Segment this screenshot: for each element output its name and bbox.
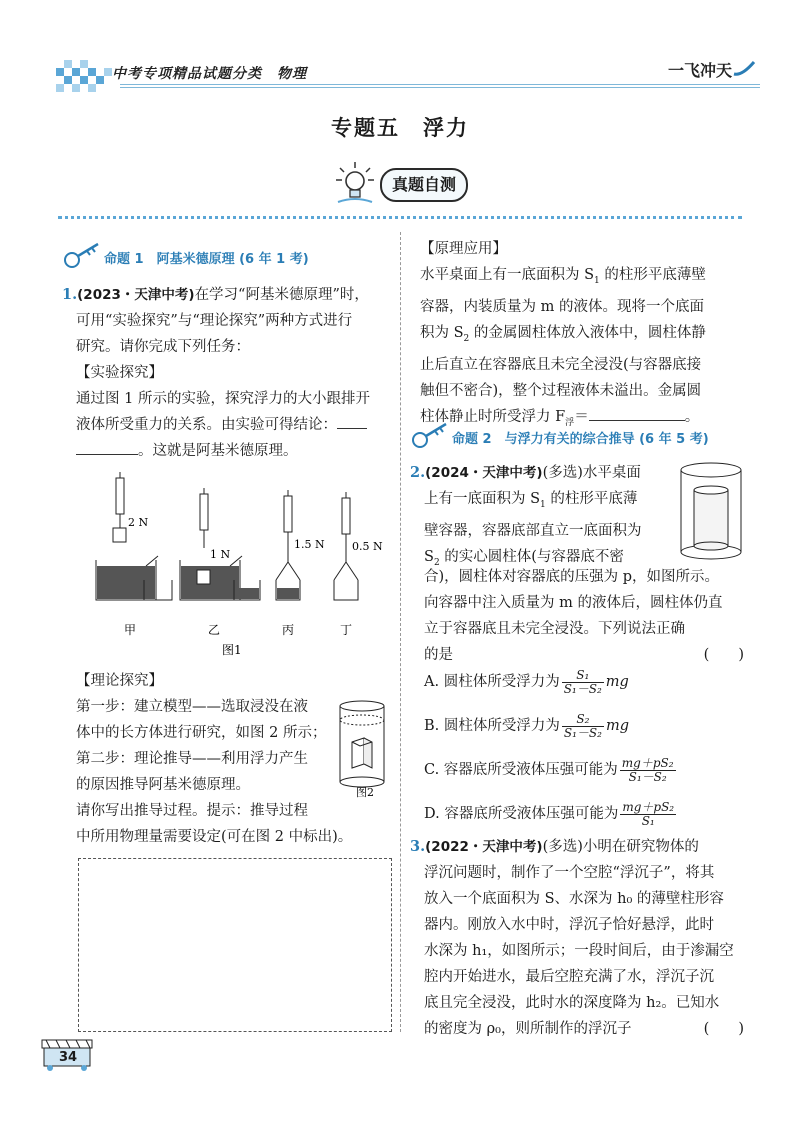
proposition-2-count: 6 年 5 考 xyxy=(645,432,703,447)
q2-option-d[interactable] xyxy=(424,792,754,836)
q1-exp2: 液体所受重力的关系。由实验可得结论： xyxy=(76,417,337,433)
brand-swoosh-icon xyxy=(732,60,756,78)
fig1-label-ding: 丁 xyxy=(340,623,353,637)
section-badge: 真题自测 xyxy=(380,168,468,202)
q3-l8: 的密度为 ρ₀，则所制作的浮沉子 xyxy=(424,1021,632,1037)
fig1-setup-jia xyxy=(96,472,172,600)
app-heading: 【原理应用】 xyxy=(420,241,507,257)
q1-line3: 研究。请你完成下列任务： xyxy=(76,339,250,355)
option-d-text: D. 容器底所受液体压强可能为 xyxy=(424,806,619,822)
option-c-den: S₁－S₂ xyxy=(628,769,667,784)
q2-source: (2024・天津中考) xyxy=(425,465,543,481)
q1-line2: 可用“实验探究”与“理论探究”两种方式进行 xyxy=(76,313,353,329)
q2-s2-sub: 2 xyxy=(433,557,440,568)
q2-s1-sub: 1 xyxy=(540,499,546,510)
app-line3b: 的金属圆柱体放入液体中，圆柱体静 xyxy=(469,324,706,341)
q1-answer-box[interactable] xyxy=(78,858,392,1032)
q2-l5: 合)，圆柱体对容器底的压强为 p，如图所示。 xyxy=(424,569,720,585)
q1-t2: 体中的长方体进行研究，如图 2 所示； xyxy=(76,725,327,741)
q3-tag: (多选) xyxy=(542,839,583,855)
header-checker-logo xyxy=(56,58,112,92)
q2-l2: 上有一底面积为 S xyxy=(424,491,541,507)
q2-l4: S xyxy=(424,548,434,565)
key-icon xyxy=(62,240,102,270)
header-rule xyxy=(120,84,760,85)
option-c-text: C. 容器底所受液体压强可能为 xyxy=(424,762,618,778)
q1-answer-blank-b[interactable] xyxy=(76,454,138,455)
q1-t5: 请你写出推导过程。提示：推导过程 xyxy=(76,803,308,819)
page-number: 34 xyxy=(58,1050,78,1065)
q1-theory-heading: 【理论探究】 xyxy=(76,673,163,689)
fig1-setup-yi xyxy=(180,488,260,600)
fig1-label-yi: 乙 xyxy=(208,623,221,637)
q1-t4: 的原因推导阿基米德原理。 xyxy=(76,777,250,793)
app-line1b: 的柱形平底薄壁 xyxy=(599,267,706,283)
q3-source: (2022・天津中考) xyxy=(425,839,543,855)
option-b-den: S₁－S₂ xyxy=(563,725,602,740)
question-2 xyxy=(410,460,670,576)
app-line4: 止后直立在容器底且未完全浸没(与容器底接 xyxy=(420,356,702,373)
app-answer-blank[interactable] xyxy=(589,420,685,421)
app-s1-sub: 1 xyxy=(594,275,600,286)
app-end: 。 xyxy=(684,408,700,425)
fig2-caption: 图2 xyxy=(356,786,374,798)
option-b-num: S₂ xyxy=(562,713,604,727)
q1-source: (2023・天津中考) xyxy=(77,287,195,303)
q2-l4b: 的实心圆柱体(与容器底不密 xyxy=(439,548,624,565)
app-line3: 积为 S xyxy=(420,324,464,341)
fig1-reading-yi: 1 N xyxy=(210,548,231,561)
q1-exp3: 。这就是阿基米德原理。 xyxy=(138,443,298,459)
q1-answer-blank-a[interactable] xyxy=(337,428,367,429)
series-title: 中考专项精品试题分类 物理 xyxy=(112,66,307,82)
option-b-suffix: mg xyxy=(605,718,629,734)
q1-t6: 中所用物理量需要设定(可在图 2 中标出)。 xyxy=(76,829,353,845)
proposition-1-count: 6 年 1 考 xyxy=(245,252,303,267)
question-3 xyxy=(410,834,750,1042)
fig1-label-bing: 丙 xyxy=(282,623,295,637)
q1-exp1: 通过图 1 所示的实验，探究浮力的大小跟排开 xyxy=(76,391,370,407)
q2-option-a[interactable] xyxy=(424,660,754,704)
app-line5: 触但不密合)，整个过程液体未溢出。金属圆 xyxy=(420,382,702,399)
option-d-den: S₁ xyxy=(641,813,655,828)
fig1-reading-jia: 2 N xyxy=(128,516,149,529)
app-line1: 水平桌面上有一底面积为 S xyxy=(420,267,595,283)
q3-l7: 底且完全浸没，此时水的深度降为 h₂。已知水 xyxy=(424,995,720,1011)
q3-number: 3. xyxy=(410,838,426,855)
q2-options xyxy=(424,660,754,836)
q1-t3: 第二步：理论推导——利用浮力产生 xyxy=(76,751,308,767)
q2-l7: 立于容器底且未完全浸没。下列说法正确 xyxy=(424,621,685,637)
principle-application xyxy=(420,236,750,436)
key-icon-2 xyxy=(410,420,450,450)
option-a-text: A. 圆柱体所受浮力为 xyxy=(424,674,560,690)
fig1-label-jia: 甲 xyxy=(124,623,137,637)
q2-continued xyxy=(424,564,754,668)
q3-answer-paren[interactable]: ( ) xyxy=(703,1021,744,1037)
page-title: 专题五 浮力 xyxy=(331,115,469,140)
app-line2: 容器，内装质量为 m 的液体。现将一个底面 xyxy=(420,298,704,315)
q2-l8: 的是 xyxy=(424,647,453,663)
proposition-1-heading: 命题 1 阿基米德原理 (6 年 1 考) xyxy=(104,252,309,267)
option-a-num: S₁ xyxy=(562,669,604,683)
app-eq: ＝ xyxy=(574,408,589,425)
fig1-reading-bing: 1.5 N xyxy=(294,538,325,551)
question-1 xyxy=(62,282,392,464)
figure-1 xyxy=(84,470,384,660)
q3-l4: 器内。刚放入水中时，浮沉子恰好悬浮，此时 xyxy=(424,917,714,933)
column-divider xyxy=(400,232,401,1032)
option-b-text: B. 圆柱体所受浮力为 xyxy=(424,718,560,734)
q2-answer-paren[interactable]: ( ) xyxy=(703,647,744,663)
q3-l6: 腔内开始进水，最后空腔充满了水，浮沉子沉 xyxy=(424,969,714,985)
q2-number: 2. xyxy=(410,464,426,481)
app-s2-sub: 2 xyxy=(463,333,470,344)
q1-t1: 第一步：建立模型——选取浸没在液 xyxy=(76,699,308,715)
q3-l5: 水深为 h₁，如图所示；一段时间后，由于渗漏空 xyxy=(424,943,734,959)
q2-figure xyxy=(676,460,746,564)
q3-l1: 小明在研究物体的 xyxy=(582,839,699,855)
app-line6: 柱体静止时所受浮力 F xyxy=(420,408,566,425)
lightbulb-icon xyxy=(332,160,378,206)
option-d-num: mg＋pS₂ xyxy=(622,799,675,814)
q2-tag: (多选) xyxy=(542,465,583,481)
q1-number: 1. xyxy=(62,286,78,303)
option-a-suffix: mg xyxy=(605,674,629,690)
q2-option-b[interactable] xyxy=(424,704,754,748)
proposition-2-label: 命题 2 与浮力有关的综合推导 xyxy=(452,432,635,447)
q1-exp-heading: 【实验探究】 xyxy=(76,365,163,381)
brand-logo: 一飞冲天 xyxy=(668,61,733,80)
q3-l3: 放入一个底面积为 S、水深为 h₀ 的薄壁柱形容 xyxy=(424,891,724,907)
q2-option-c[interactable] xyxy=(424,748,754,792)
section-divider xyxy=(58,216,742,219)
app-f-sub: 浮 xyxy=(565,417,575,428)
q1-stem: 在学习“阿基米德原理”时， xyxy=(194,287,369,303)
option-a-den: S₁－S₂ xyxy=(563,681,602,696)
fig1-reading-ding: 0.5 N xyxy=(352,540,383,553)
q2-l6: 向容器中注入质量为 m 的液体后，圆柱体仍直 xyxy=(424,595,723,611)
header-rule-2 xyxy=(120,87,760,88)
q2-l1: 水平桌面 xyxy=(582,465,641,481)
fig1-caption: 图1 xyxy=(222,643,242,657)
q2-l2b: 的柱形平底薄 xyxy=(545,491,638,507)
proposition-2-heading: 命题 2 与浮力有关的综合推导 (6 年 5 考) xyxy=(452,432,709,447)
q2-l3: 壁容器，容器底部直立一底面积为 xyxy=(424,522,642,539)
option-c-num: mg＋pS₂ xyxy=(621,755,674,770)
proposition-1-label: 命题 1 阿基米德原理 xyxy=(104,252,235,267)
q3-l2: 浮沉问题时，制作了一个空腔“浮沉子”，将其 xyxy=(424,865,715,881)
figure-2 xyxy=(334,698,390,798)
